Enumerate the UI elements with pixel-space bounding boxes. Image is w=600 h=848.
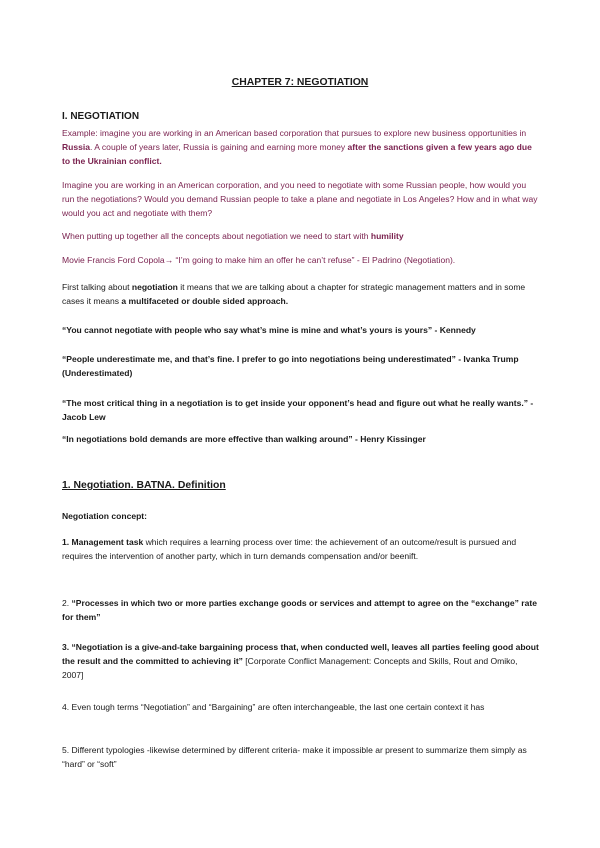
concept-label: Negotiation concept: [62,511,147,521]
example-paragraph: Example: imagine you are working in an American based corporation that pursues to explore new business opportunities in Russia. A couple of years later, Russia is gaining and earning more money after the sanctions given a few years ago due to the Ukrainian conflict. [62,128,532,166]
concept-item-2: 2. “Processes in which two or more parties exchange goods or services and attempt to agree on the “exchange” rate for them” [62,598,537,622]
chapter-title: CHAPTER 7: NEGOTIATION [231,77,369,88]
concept-item-1: 1. Management task which requires a learning process over time: the achievement of an outcome/result is pursued and requires the intervention of another party, which in turn demands compensation and/or beenift. [62,537,517,561]
section-heading-negotiation: I. NEGOTIATION [62,111,140,122]
section-heading-batna: 1. Negotiation. BATNA. Definition [62,480,226,491]
concept-item-3: 3. “Negotiation is a give-and-take bargaining process that, when conducted well, leaves all parties feeling good about the result and the committed to achieving it” [Corporate Conflict Management: Concepts and Skills, Rout and Omiko, 2007] [62,642,539,680]
quote-kennedy: “You cannot negotiate with people who say what’s mine is mine and what’s yours is yours” - Kennedy [62,325,476,335]
first-paragraph: First talking about negotiation it means that we are talking about a chapter for strategic management matters and in some cases it means a multifaceted or double sided approach. [62,282,526,306]
humility-paragraph: When putting up together all the concepts about negotiation we need to start with humility [62,231,404,241]
quote-ivanka-trump: “People underestimate me, and that’s fine. I prefer to go into negotiations being underestimated” - Ivanka Trump (Underestimated) [62,354,519,378]
quote-henry-kissinger: “In negotiations bold demands are more effective than walking around” - Henry Kissinger [62,434,426,444]
concept-item-5: 5. Different typologies -likewise determined by different criteria- make it impossible ar present to summarize them simply as “hard” or “soft” [62,745,527,769]
imagine-paragraph: Imagine you are working in an American corporation, and you need to negotiate with some Russian people, how would you run the negotiations? Would you demand Russian people to take a plane and negotiate in Los Angeles? How and in what way would you act and negotiate with them? [62,180,538,218]
concept-item-4: 4. Even tough terms “Negotiation” and “Bargaining” are often interchangeable, the last one certain context it has [62,702,485,712]
movie-paragraph: Movie Francis Ford Copola→ “I’m going to make him an offer he can’t refuse” - El Padrino (Negotiation). [62,255,456,265]
quote-jacob-lew: “The most critical thing in a negotiation is to get inside your opponent’s head and figure out what he really wants.” - Jacob Lew [62,398,534,422]
